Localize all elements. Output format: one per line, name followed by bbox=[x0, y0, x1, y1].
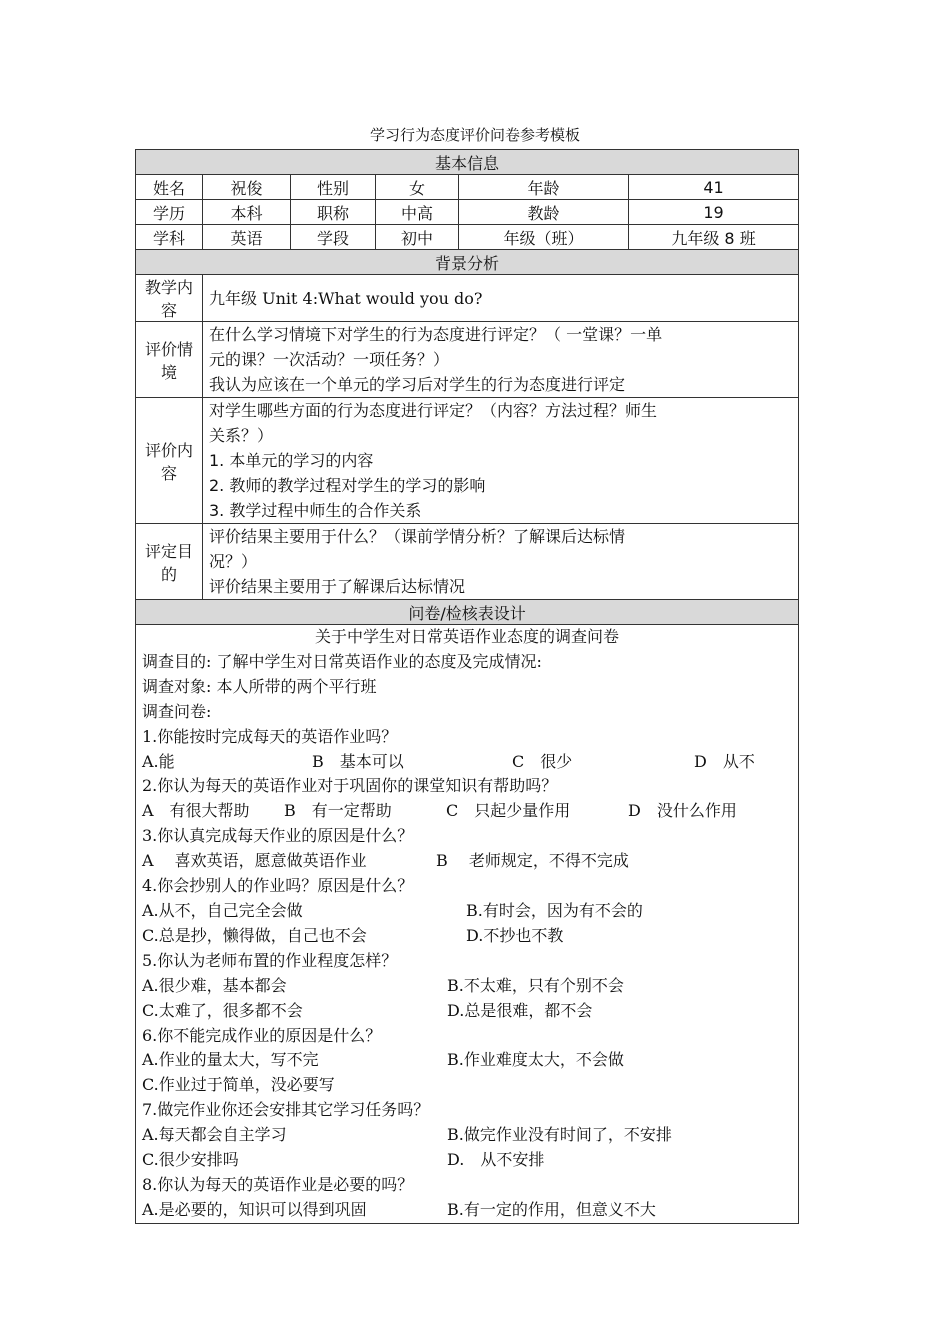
question: 7.做完作业你还会安排其它学习任务吗？ bbox=[142, 1100, 430, 1120]
text-line: 1. 本单元的学习的内容 bbox=[209, 451, 374, 470]
option-row bbox=[142, 1073, 792, 1098]
option-row bbox=[142, 1148, 792, 1173]
document-title: 学习行为态度评价问卷参考模板 bbox=[369, 126, 580, 144]
question: 8.你认为每天的英语作业是必要的吗？ bbox=[142, 1174, 414, 1194]
text-line: 2. 教师的教学过程对学生的学习的影响 bbox=[209, 476, 486, 495]
option: C.太难了，很多都不会 bbox=[142, 1000, 303, 1020]
option: B.做完作业没有时间了，不安排 bbox=[447, 1125, 672, 1145]
option: B.有时会，因为有不会的 bbox=[466, 900, 643, 920]
option-row bbox=[142, 1198, 792, 1223]
text-line: 在什么学习情境下对学生的行为态度进行评定？（ 一堂课？一单 bbox=[209, 325, 663, 344]
option: B 老师规定，不得不完成 bbox=[436, 851, 629, 871]
question: 1.你能按时完成每天的英语作业吗？ bbox=[142, 726, 398, 746]
basic-cell: 学科 bbox=[136, 225, 203, 250]
eval-content-label: 评价内容 bbox=[136, 398, 203, 524]
option: D.不抄也不教 bbox=[466, 925, 564, 945]
question: 6.你不能完成作业的原因是什么？ bbox=[142, 1025, 382, 1045]
option: A.是必要的，知识可以得到巩固 bbox=[142, 1199, 367, 1219]
basic-cell: 职称 bbox=[291, 200, 376, 225]
intro-line: 调查目的: 了解中学生对日常英语作业的态度及完成情况: bbox=[142, 651, 542, 671]
option-row bbox=[142, 799, 792, 824]
option: D 从不 bbox=[694, 751, 755, 771]
teaching-content-label: 教学内容 bbox=[136, 275, 203, 322]
eval-situation-text bbox=[203, 322, 799, 398]
basic-cell: 学历 bbox=[136, 200, 203, 225]
basic-cell: 年级（班） bbox=[459, 225, 629, 250]
basic-cell: 中高 bbox=[376, 200, 459, 225]
option-row bbox=[142, 924, 792, 949]
basic-cell: 姓名 bbox=[136, 175, 203, 200]
option: D.总是很难，都不会 bbox=[447, 1000, 593, 1020]
section-background: 背景分析 bbox=[136, 250, 799, 275]
basic-cell: 祝俊 bbox=[203, 175, 291, 200]
option: A 喜欢英语，愿意做英语作业 bbox=[142, 851, 367, 871]
text-line: 对学生哪些方面的行为态度进行评定？（内容？方法过程？师生 bbox=[209, 401, 658, 420]
questionnaire-body bbox=[136, 625, 799, 1224]
text-line: 我认为应该在一个单元的学习后对学生的行为态度进行评定 bbox=[209, 375, 626, 394]
option: B.作业难度太大，不会做 bbox=[447, 1050, 624, 1070]
question: 5.你认为老师布置的作业程度怎样？ bbox=[142, 950, 398, 970]
section-basic-info: 基本信息 bbox=[136, 150, 799, 175]
option: A.很少难，基本都会 bbox=[142, 975, 287, 995]
option: A.从不，自己完全会做 bbox=[142, 900, 303, 920]
option-row bbox=[142, 1123, 792, 1148]
basic-cell: 41 bbox=[629, 175, 799, 200]
option: C.很少安排吗 bbox=[142, 1150, 239, 1170]
basic-cell: 年龄 bbox=[459, 175, 629, 200]
basic-row bbox=[136, 175, 799, 200]
option: B.有一定的作用，但意义不大 bbox=[447, 1199, 656, 1219]
text-line: 3. 教学过程中师生的合作关系 bbox=[209, 501, 422, 520]
option: C.总是抄，懒得做，自己也不会 bbox=[142, 925, 367, 945]
option: C 很少 bbox=[512, 751, 573, 771]
question: 4.你会抄别人的作业吗？原因是什么？ bbox=[142, 876, 414, 896]
eval-content-text bbox=[203, 398, 799, 524]
basic-cell: 初中 bbox=[376, 225, 459, 250]
option-row bbox=[142, 974, 792, 999]
option: D. 从不安排 bbox=[447, 1150, 545, 1170]
basic-row bbox=[136, 225, 799, 250]
option-row bbox=[142, 1048, 792, 1073]
option: B.不太难，只有个别不会 bbox=[447, 975, 624, 995]
text-line: 评价结果主要用于了解课后达标情况 bbox=[209, 577, 466, 596]
text-line: 评价结果主要用于什么？（课前学情分析？了解课后达标情 bbox=[209, 527, 626, 546]
text-line: 况？） bbox=[209, 552, 258, 571]
option: D 没什么作用 bbox=[628, 801, 737, 821]
intro-line: 调查对象: 本人所带的两个平行班 bbox=[142, 676, 377, 696]
basic-cell: 性别 bbox=[291, 175, 376, 200]
text-line: 关系？） bbox=[209, 426, 274, 445]
basic-cell: 学段 bbox=[291, 225, 376, 250]
question: 3.你认真完成每天作业的原因是什么？ bbox=[142, 826, 414, 846]
option: A.每天都会自主学习 bbox=[142, 1125, 287, 1145]
basic-cell: 19 bbox=[629, 200, 799, 225]
eval-purpose-label: 评定目的 bbox=[136, 524, 203, 600]
option: C.作业过于简单，没必要写 bbox=[142, 1075, 335, 1095]
evaluation-table bbox=[135, 149, 799, 1224]
option: A.能 bbox=[142, 751, 175, 771]
option: B 基本可以 bbox=[312, 751, 404, 771]
eval-purpose-text bbox=[203, 524, 799, 600]
option: C 只起少量作用 bbox=[446, 801, 571, 821]
option-row bbox=[142, 750, 792, 775]
text-line: 元的课？一次活动？一项任务？） bbox=[209, 350, 450, 369]
teaching-content-value: 九年级 Unit 4:What would you do? bbox=[203, 275, 799, 322]
option-row bbox=[142, 899, 792, 924]
questionnaire-title: 关于中学生对日常英语作业态度的调查问卷 bbox=[315, 627, 620, 646]
option: A.作业的量太大，写不完 bbox=[142, 1050, 319, 1070]
option-row bbox=[142, 999, 792, 1024]
basic-cell: 本科 bbox=[203, 200, 291, 225]
section-questionnaire: 问卷/检核表设计 bbox=[136, 600, 799, 625]
option: A 有很大帮助 bbox=[142, 801, 250, 821]
basic-cell: 女 bbox=[376, 175, 459, 200]
basic-cell: 九年级 8 班 bbox=[629, 225, 799, 250]
basic-cell: 英语 bbox=[203, 225, 291, 250]
eval-situation-label: 评价情境 bbox=[136, 322, 203, 398]
basic-row bbox=[136, 200, 799, 225]
question: 2.你认为每天的英语作业对于巩固你的课堂知识有帮助吗？ bbox=[142, 776, 558, 796]
basic-cell: 教龄 bbox=[459, 200, 629, 225]
option: B 有一定帮助 bbox=[284, 801, 392, 821]
intro-line: 调查问卷: bbox=[142, 701, 212, 721]
option-row bbox=[142, 849, 792, 874]
